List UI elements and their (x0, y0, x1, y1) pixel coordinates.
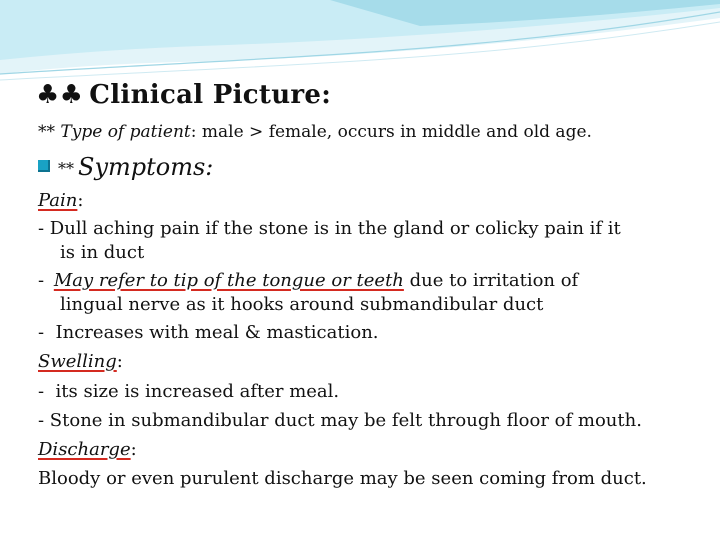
bullet-square-icon (38, 160, 50, 172)
pain-line-2-dash: - (38, 270, 50, 291)
pain-colon: : (77, 190, 84, 211)
discharge-line-1: Bloody or even purulent discharge may be seen coming from duct. (38, 468, 647, 489)
pain-line-2-emphasis: May refer to tip of the tongue or teeth (53, 270, 404, 291)
pain-heading-line (38, 190, 83, 211)
header-wave-decoration (0, 0, 720, 90)
pain-line-2-rest: due to irritation of (403, 270, 579, 291)
pain-line-1: - Dull aching pain if the stone is in the gland or colicky pain if it (38, 218, 621, 239)
type-label: Type of patient (60, 122, 191, 142)
pain-line-2 (38, 270, 578, 291)
swelling-line-1: - its size is increased after meal. (38, 381, 340, 402)
slide-title (36, 80, 331, 110)
type-rest: : male > female, occurs in middle and old age. (190, 122, 592, 142)
type-prefix: ** (38, 122, 61, 142)
pain-line-2b: lingual nerve as it hooks around submandibular duct (60, 294, 544, 315)
symptoms-label: Symptoms: (78, 153, 214, 181)
discharge-heading: Discharge (38, 439, 131, 460)
swelling-heading-line (38, 351, 123, 372)
patient-type-line (38, 122, 592, 142)
pain-line-3: - Increases with meal & mastication. (38, 322, 379, 343)
pain-line-1b: is in duct (60, 242, 145, 263)
title-text: Clinical Picture: (89, 80, 332, 110)
pain-heading: Pain (38, 190, 78, 211)
swelling-line-2: - Stone in submandibular duct may be felt through floor of mouth. (38, 410, 642, 431)
symptoms-stars: ** (58, 159, 74, 178)
symptoms-heading (38, 153, 213, 181)
discharge-heading-line (38, 439, 137, 460)
discharge-colon: : (130, 439, 137, 460)
swelling-heading: Swelling (38, 351, 117, 372)
swelling-colon: : (116, 351, 123, 372)
clubs-icon: ♣♣ (36, 80, 84, 110)
